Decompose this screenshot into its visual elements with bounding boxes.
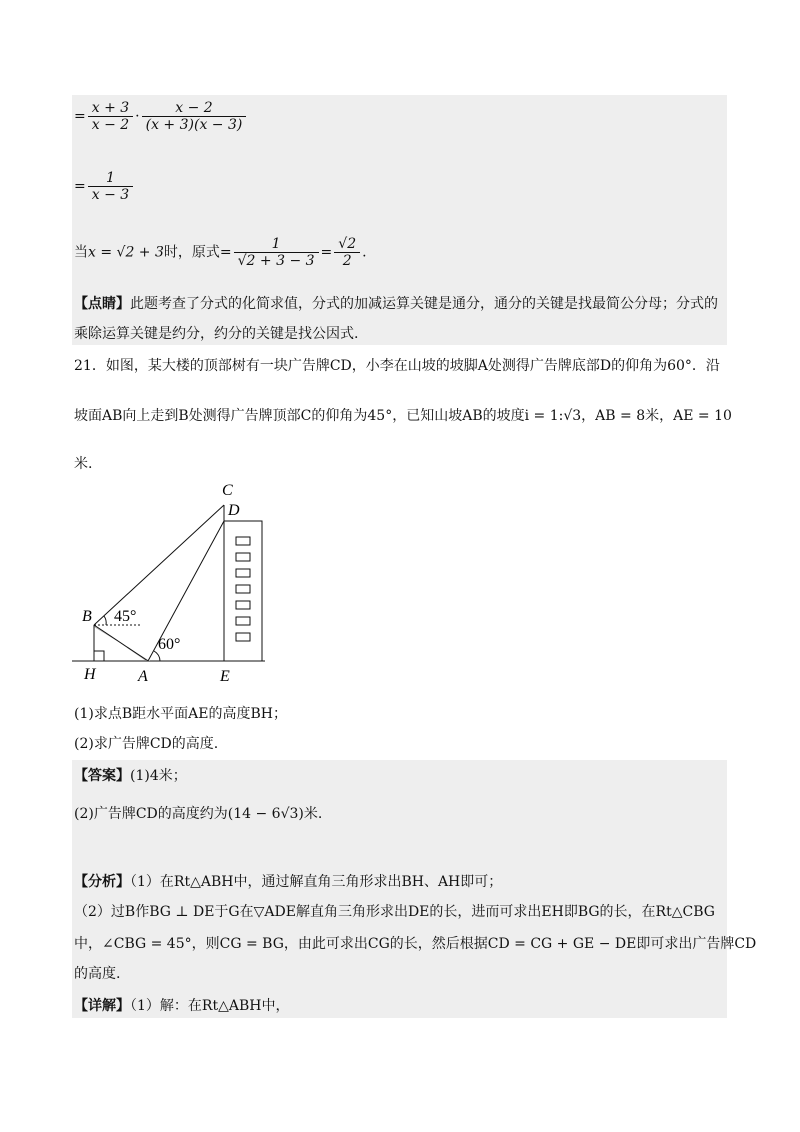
window [236, 617, 250, 625]
analysis-line-2: （2）过B作BG ⊥ DE于G在▽ADE解直角三角形求出DE的长，进而可求出EH即BG的长，在Rt△CBG [74, 904, 715, 920]
label-a: A [138, 668, 148, 685]
label-h: H [84, 666, 96, 683]
ab-line [94, 625, 148, 661]
label-d: D [228, 502, 240, 519]
angle-label-45: 45° [114, 608, 137, 625]
detail-line-1: 【详解】（1）解：在Rt△ABH中， [74, 998, 290, 1014]
fraction-c: $\frac{1}{x - 3}$ [88, 170, 133, 203]
window [236, 585, 250, 593]
fraction-d: $\frac{1}{√2 + 3 - 3}$ [234, 236, 319, 269]
fraction-a: $\frac{x + 3}{x - 2}$ [88, 100, 133, 133]
building [224, 521, 262, 661]
window [236, 601, 250, 609]
problem-line-3: 米. [74, 456, 93, 472]
problem-line-1: 21．如图，某大楼的顶部树有一块广告牌CD，小李在山坡的坡脚A处测得广告牌底部D的仰角为60°．沿 [74, 358, 720, 374]
step2-line [74, 170, 135, 203]
angle-arc-45 [104, 616, 106, 625]
answer-line-2: (2)广告牌CD的高度约为(14 − 6√3)米. [74, 806, 323, 822]
window [236, 569, 250, 577]
figure-svg [60, 475, 290, 690]
dot-operator: · [135, 108, 140, 125]
x-value: x = √2 + 3 [88, 244, 164, 261]
analysis-line-4: 的高度. [74, 966, 121, 982]
window [236, 633, 250, 641]
step1-line [74, 100, 248, 133]
equals-sign: = [74, 108, 86, 125]
right-angle-mark [94, 651, 104, 661]
label-c: C [222, 482, 233, 499]
comment-line-1: 【点睛】此题考查了分式的化简求值，分式的加减运算关键是通分，通分的关键是找最简公分母；分式的 [74, 296, 718, 312]
building-windows [236, 537, 250, 641]
detail-label: 【详解】 [74, 998, 130, 1014]
window [236, 537, 250, 545]
answer-label: 【答案】 [74, 768, 130, 784]
equals-sign: = [74, 178, 86, 195]
problem-line-2: 坡面AB向上走到B处测得广告牌顶部C的仰角为45°，已知山坡AB的坡度i = 1:√3，AB = 8米，AE = 10 [74, 408, 732, 424]
analysis-label: 【分析】 [74, 874, 130, 890]
analysis-line-1: 【分析】（1）在Rt△ABH中，通过解直角三角形求出BH、AH即可； [74, 874, 503, 890]
fraction-b: $\frac{x - 2}{(x + 3)(x - 3)}$ [142, 100, 247, 133]
question-1: (1)求点B距水平面AE的高度BH； [74, 706, 287, 722]
substitution-line: 当x = √2 + 3时，原式= $\frac{1}{√2 + 3 - 3}$ = $\frac{√2}{2}$ . [74, 236, 367, 269]
answer-line-1: 【答案】(1)4米； [74, 768, 187, 784]
question-2: (2)求广告牌CD的高度. [74, 736, 219, 752]
angle-label-60: 60° [158, 636, 181, 653]
bc-line [94, 505, 224, 625]
window [236, 553, 250, 561]
geometry-figure [60, 475, 290, 694]
fraction-e: $\frac{√2}{2}$ [334, 236, 360, 269]
label-b: B [82, 608, 92, 625]
analysis-line-3: 中，∠CBG = 45°，则CG = BG，由此可求出CG的长，然后根据CD = CG + GE − DE即可求出广告牌CD [74, 936, 757, 952]
comment-line-2: 乘除运算关键是约分，约分的关键是找公因式. [74, 326, 359, 342]
label-e: E [220, 668, 230, 685]
comment-label: 【点睛】 [74, 296, 130, 312]
